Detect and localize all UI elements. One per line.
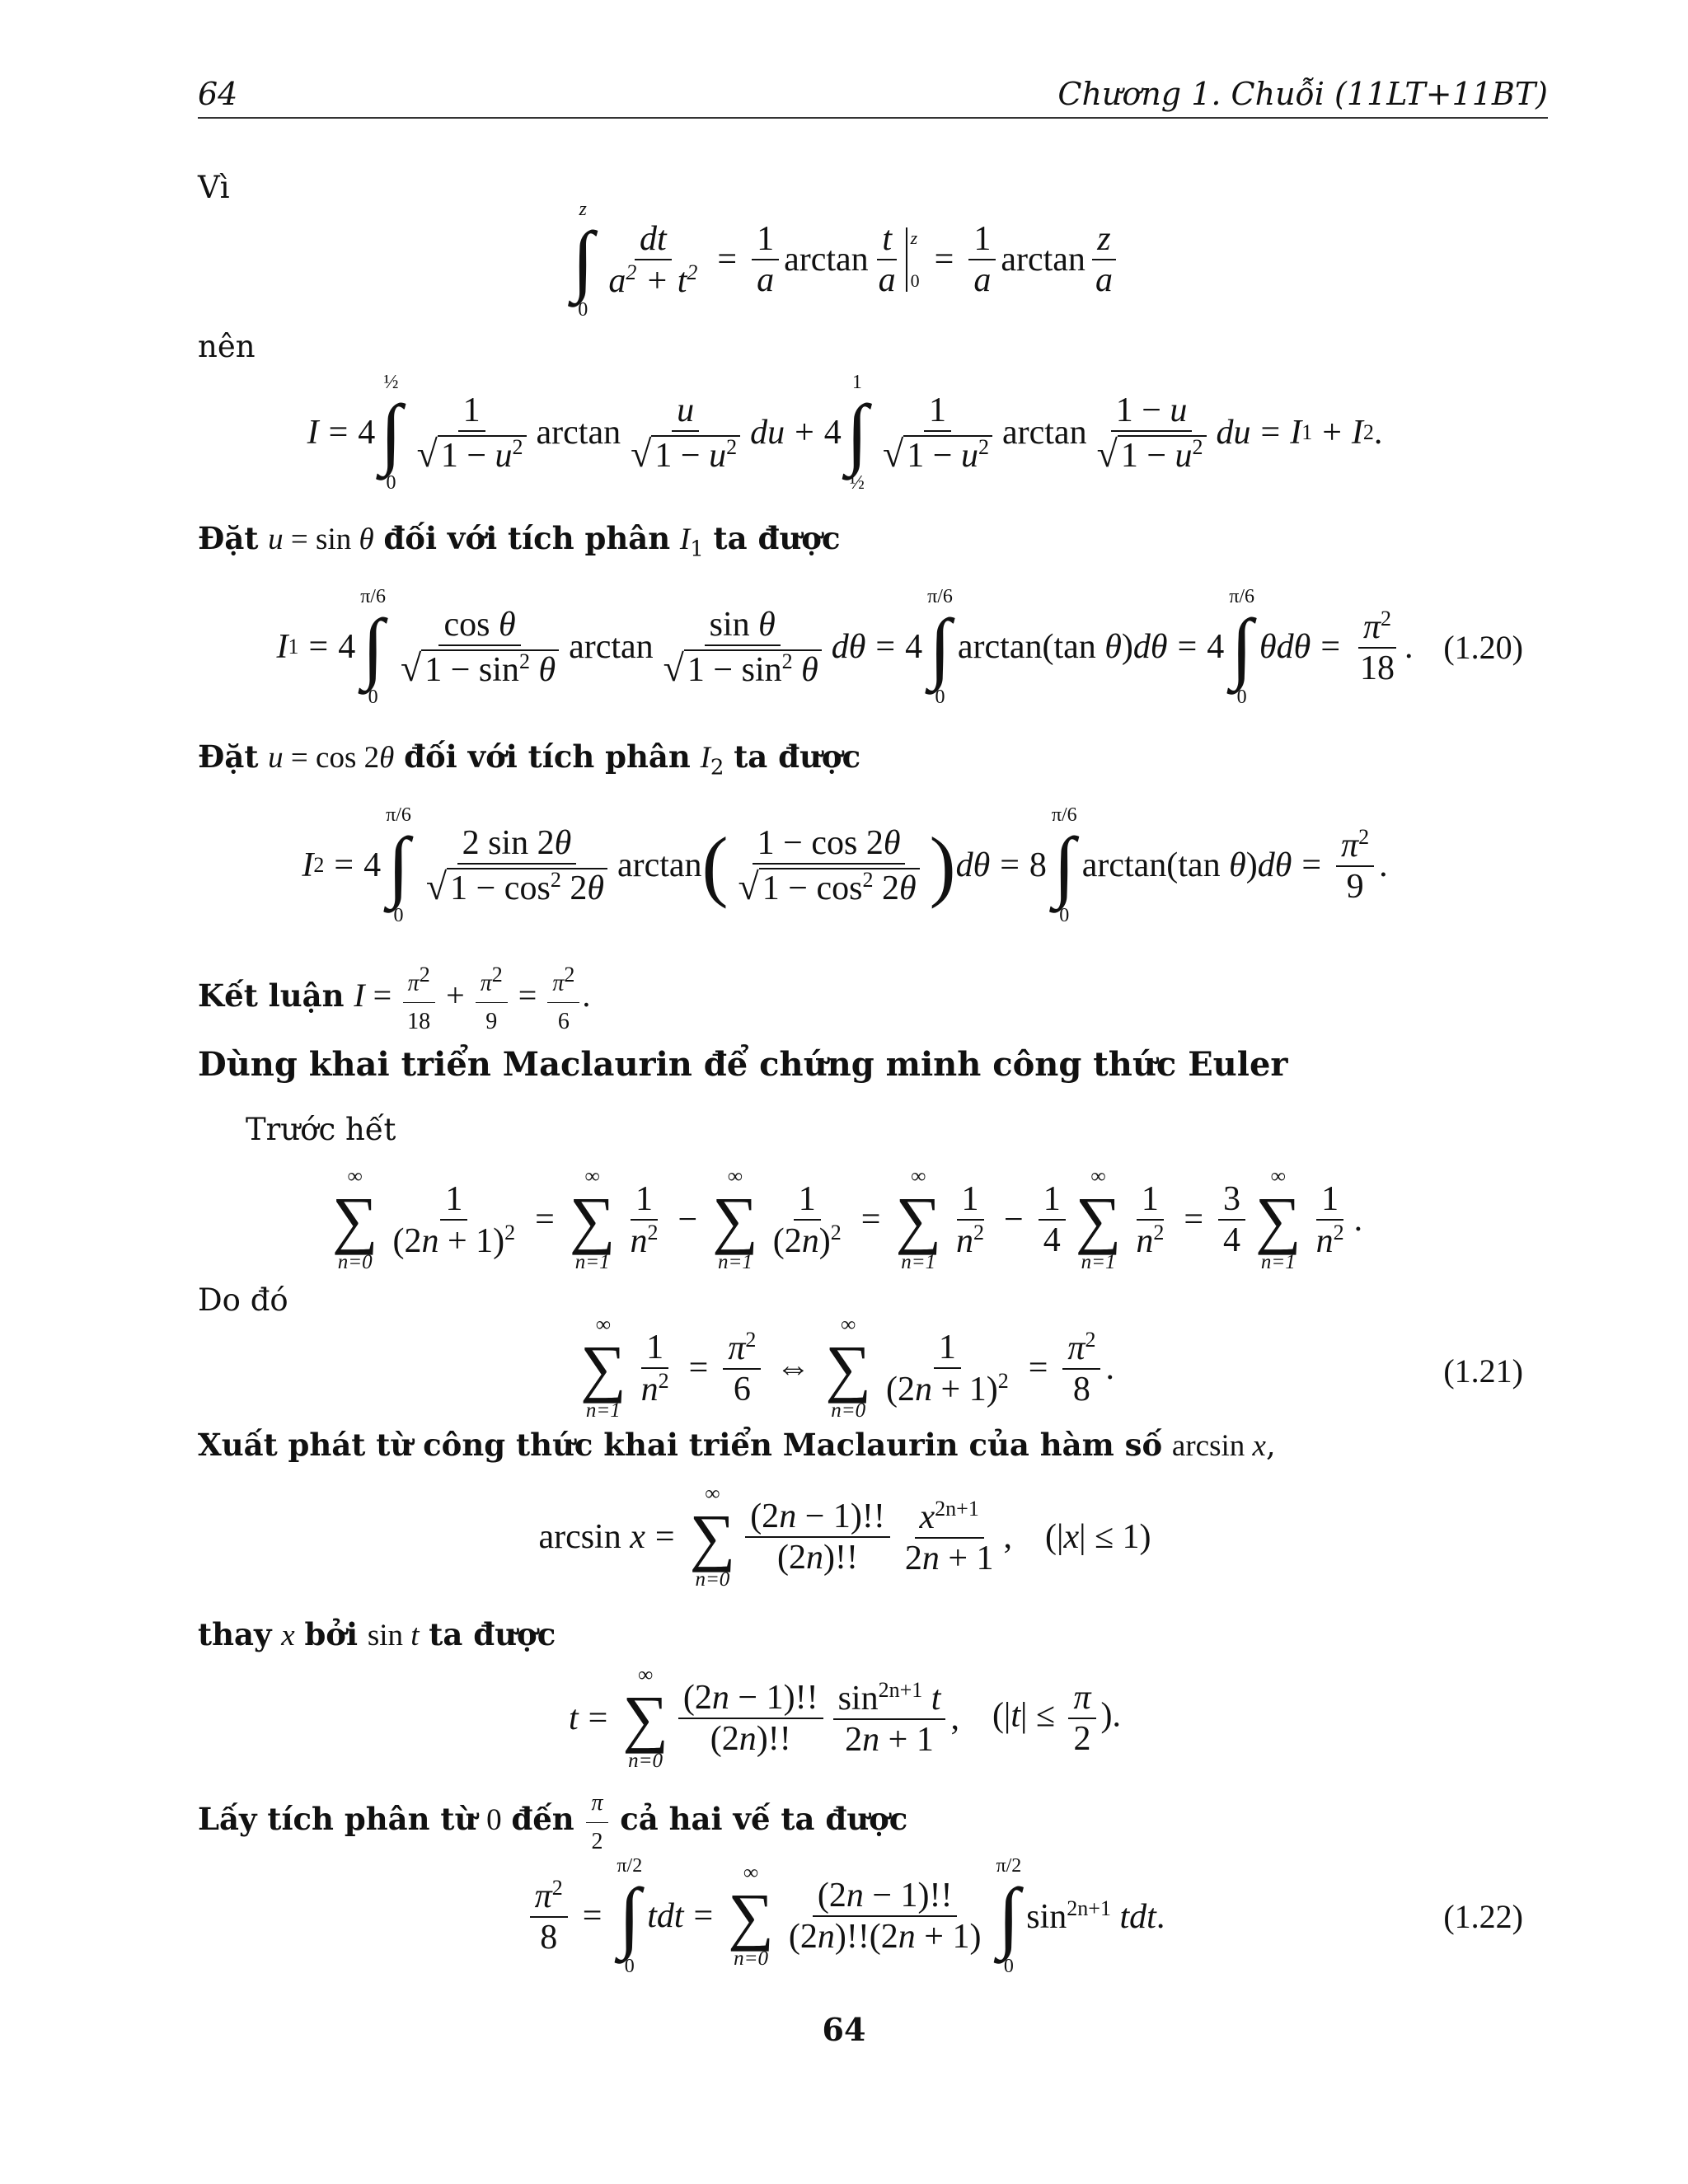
text-thay-x: thay x bởi sin t ta được (198, 1616, 556, 1652)
header-rule (198, 117, 1548, 119)
text-ket-luan: Kết luận I = $\frac{\pi^2}{18}$ + $\frac{\pi^2}{9}$ = $\frac{\pi^2}{6}$ . (198, 956, 590, 1041)
text-dat-u-cos: Đặt u = cos 2θ đối với tích phân $I_2$ ta được (198, 738, 861, 780)
section-heading: Dùng khai triển Maclaurin để chứng minh công thức Euler (198, 1045, 1288, 1084)
text-truoc-het: Trước hết (246, 1112, 396, 1147)
equation-arctan-integral: z ∫ 0 $\frac{dt}{a^2 + t^2}$ = $\frac{1}{a}$ arctan $\frac{t}{a}$ z 0 = $\frac{1}{a}$ arctan $\frac{z}{a}$ (165, 194, 1525, 326)
equation-I-split: I = 4 ½ ∫ 0 $\frac{1}{√1 - u^2}$ arctan $\frac{u}{√1 - u^2}$ du + 4 1 ∫ ½ $\frac{1}{√1 - u^2}$ arctan $\frac{1 - u}{√1 - u^2}$ du = I 1 + I 2 . (307, 372, 1383, 494)
equation-I2: I 2 = 4 π/6 ∫ 0 $\frac{2 \sin 2\theta}{√1 - \cos^2 2\theta}$ arctan ( $\frac{1 - \cos 2\theta}{√1 - \cos^2 2\theta}$ ) dθ = 8 π/6 ∫ 0 arctan(tan θ)dθ = $\frac{\pi^2}{9}$ . (302, 804, 1388, 926)
text-vi: Vì (198, 170, 230, 205)
page-number-header: 64 (198, 76, 238, 112)
equation-odd-sum: ∞ ∑ n=0 $\frac{1}{(2n + 1)^2}$ = ∞ ∑ n=1 $\frac{1}{n^2}$ − ∞ ∑ n=1 $\frac{1}{(2n)^2}$ = ∞ ∑ n=1 $\frac{1}{n^2}$ − $\frac{1}{4}$ ∞ ∑ n=1 $\frac{1}{n^2}$ = $\frac{3}{4}$ ∞ ∑ n=1 $\frac{1}{n^2}$ . (331, 1165, 1363, 1273)
equation-tag-1-20: (1.20) (1443, 629, 1523, 666)
text-dat-u-sin: Đặt u = sin θ đối với tích phân $I_1$ ta được (198, 520, 841, 562)
equation-tag-1-22: (1.22) (1443, 1898, 1523, 1935)
equation-tag-1-21: (1.21) (1443, 1352, 1523, 1390)
text-do-do: Do đó (198, 1282, 288, 1318)
text-xuat-phat: Xuất phát từ công thức khai triển Maclaurin của hàm số arcsin x, (198, 1427, 1276, 1463)
text-nen: nên (198, 329, 256, 364)
page-number-footer: 64 (822, 2011, 866, 2048)
text-lay-tich-phan: Lấy tích phân từ 0 đến $\frac{\pi}{2}$ cả hai vế ta được (198, 1784, 907, 1861)
chapter-title: Chương 1. Chuỗi (11LT+11BT) (1057, 76, 1548, 112)
equation-I1: I 1 = 4 π/6 ∫ 0 $\frac{\text{cos θ}}{√1 - \sin^2 \theta}$ arctan $\frac{\text{sin θ}}{√1 - \sin^2 \theta}$ dθ = 4 π/6 ∫ 0 arctan(tan θ)dθ = 4 π/6 ∫ 0 θdθ = $\frac{\pi^2}{18}$ . (276, 586, 1414, 708)
equation-euler: ∞ ∑ n=1 $\frac{1}{n^2}$ = $\frac{\pi^2}{6}$ ⇔ ∞ ∑ n=0 $\frac{1}{(2n + 1)^2}$ = $\frac{\pi^2}{8}$ . (580, 1314, 1114, 1422)
equation-arcsin-series: arcsin x = ∞ ∑ n=0 $\frac{(2n - 1)!!}{(2n)!!}$ $\frac{x^{2n+1}}{2n + 1}$ , (|x| ≤ 1) (538, 1483, 1151, 1591)
equation-integrated-series: $\frac{\pi^2}{8}$ = π/2 ∫ 0 tdt = ∞ ∑ n=0 $\frac{(2n - 1)!!}{(2n)!!(2n + 1)}$ π/2 ∫ 0 $\sin^{2n+1}$ tdt. (165, 1846, 1525, 1986)
equation-t-series: t = ∞ ∑ n=0 $\frac{(2n - 1)!!}{(2n)!!}$ $\frac{\sin^{2n+1} t}{2n + 1}$ , (|t| ≤ $\frac{\pi}{2}$ ). (568, 1664, 1122, 1772)
